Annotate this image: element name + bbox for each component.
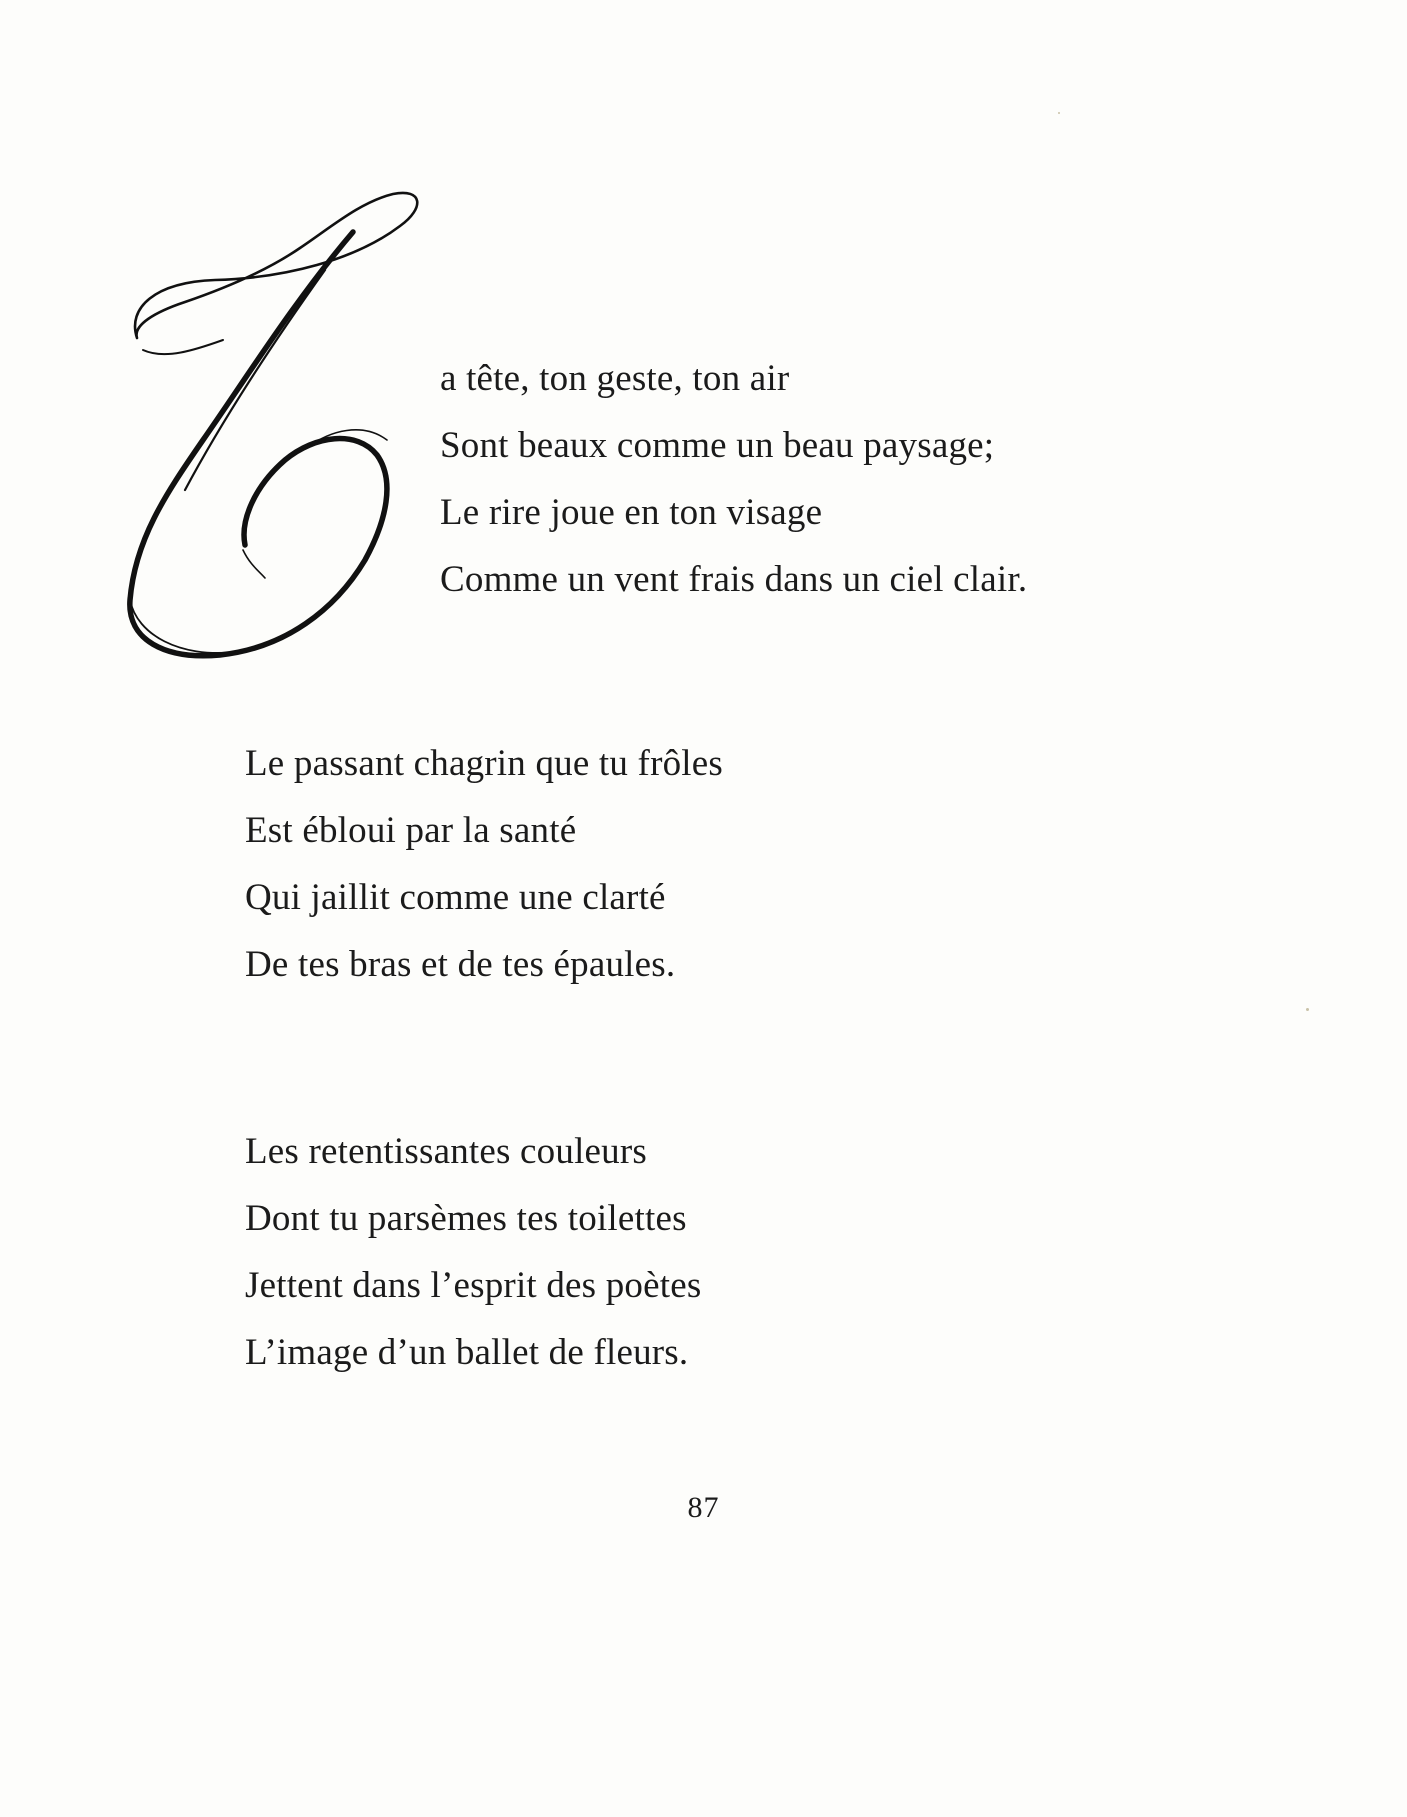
verse-line: Comme un vent frais dans un ciel clair.: [440, 559, 1028, 600]
verse-line: Le passant chagrin que tu frôles: [245, 743, 723, 784]
verse-line: L’image d’un ballet de fleurs.: [245, 1332, 689, 1373]
stanza-1: [440, 345, 1027, 613]
verse-line: Est ébloui par la santé: [245, 810, 577, 851]
verse-line: De tes bras et de tes épaules.: [245, 944, 676, 985]
paper-speck: [1306, 1008, 1309, 1011]
verse-line: Sont beaux comme un beau paysage;: [440, 425, 995, 466]
verse-line: Qui jaillit comme une clarté: [245, 877, 666, 918]
verse-line: Jettent dans l’esprit des poètes: [245, 1265, 702, 1306]
stanza-2: [245, 730, 723, 998]
verse-line: Le rire joue en ton visage: [440, 492, 823, 533]
verse-line: Les retentissantes couleurs: [245, 1131, 647, 1172]
paper-speck: [1058, 112, 1060, 114]
verse-line: Dont tu parsèmes tes toilettes: [245, 1198, 687, 1239]
verse-line: a tête, ton geste, ton air: [440, 358, 790, 399]
page-number: 87: [687, 1491, 720, 1524]
stanza-3: [245, 1118, 701, 1386]
